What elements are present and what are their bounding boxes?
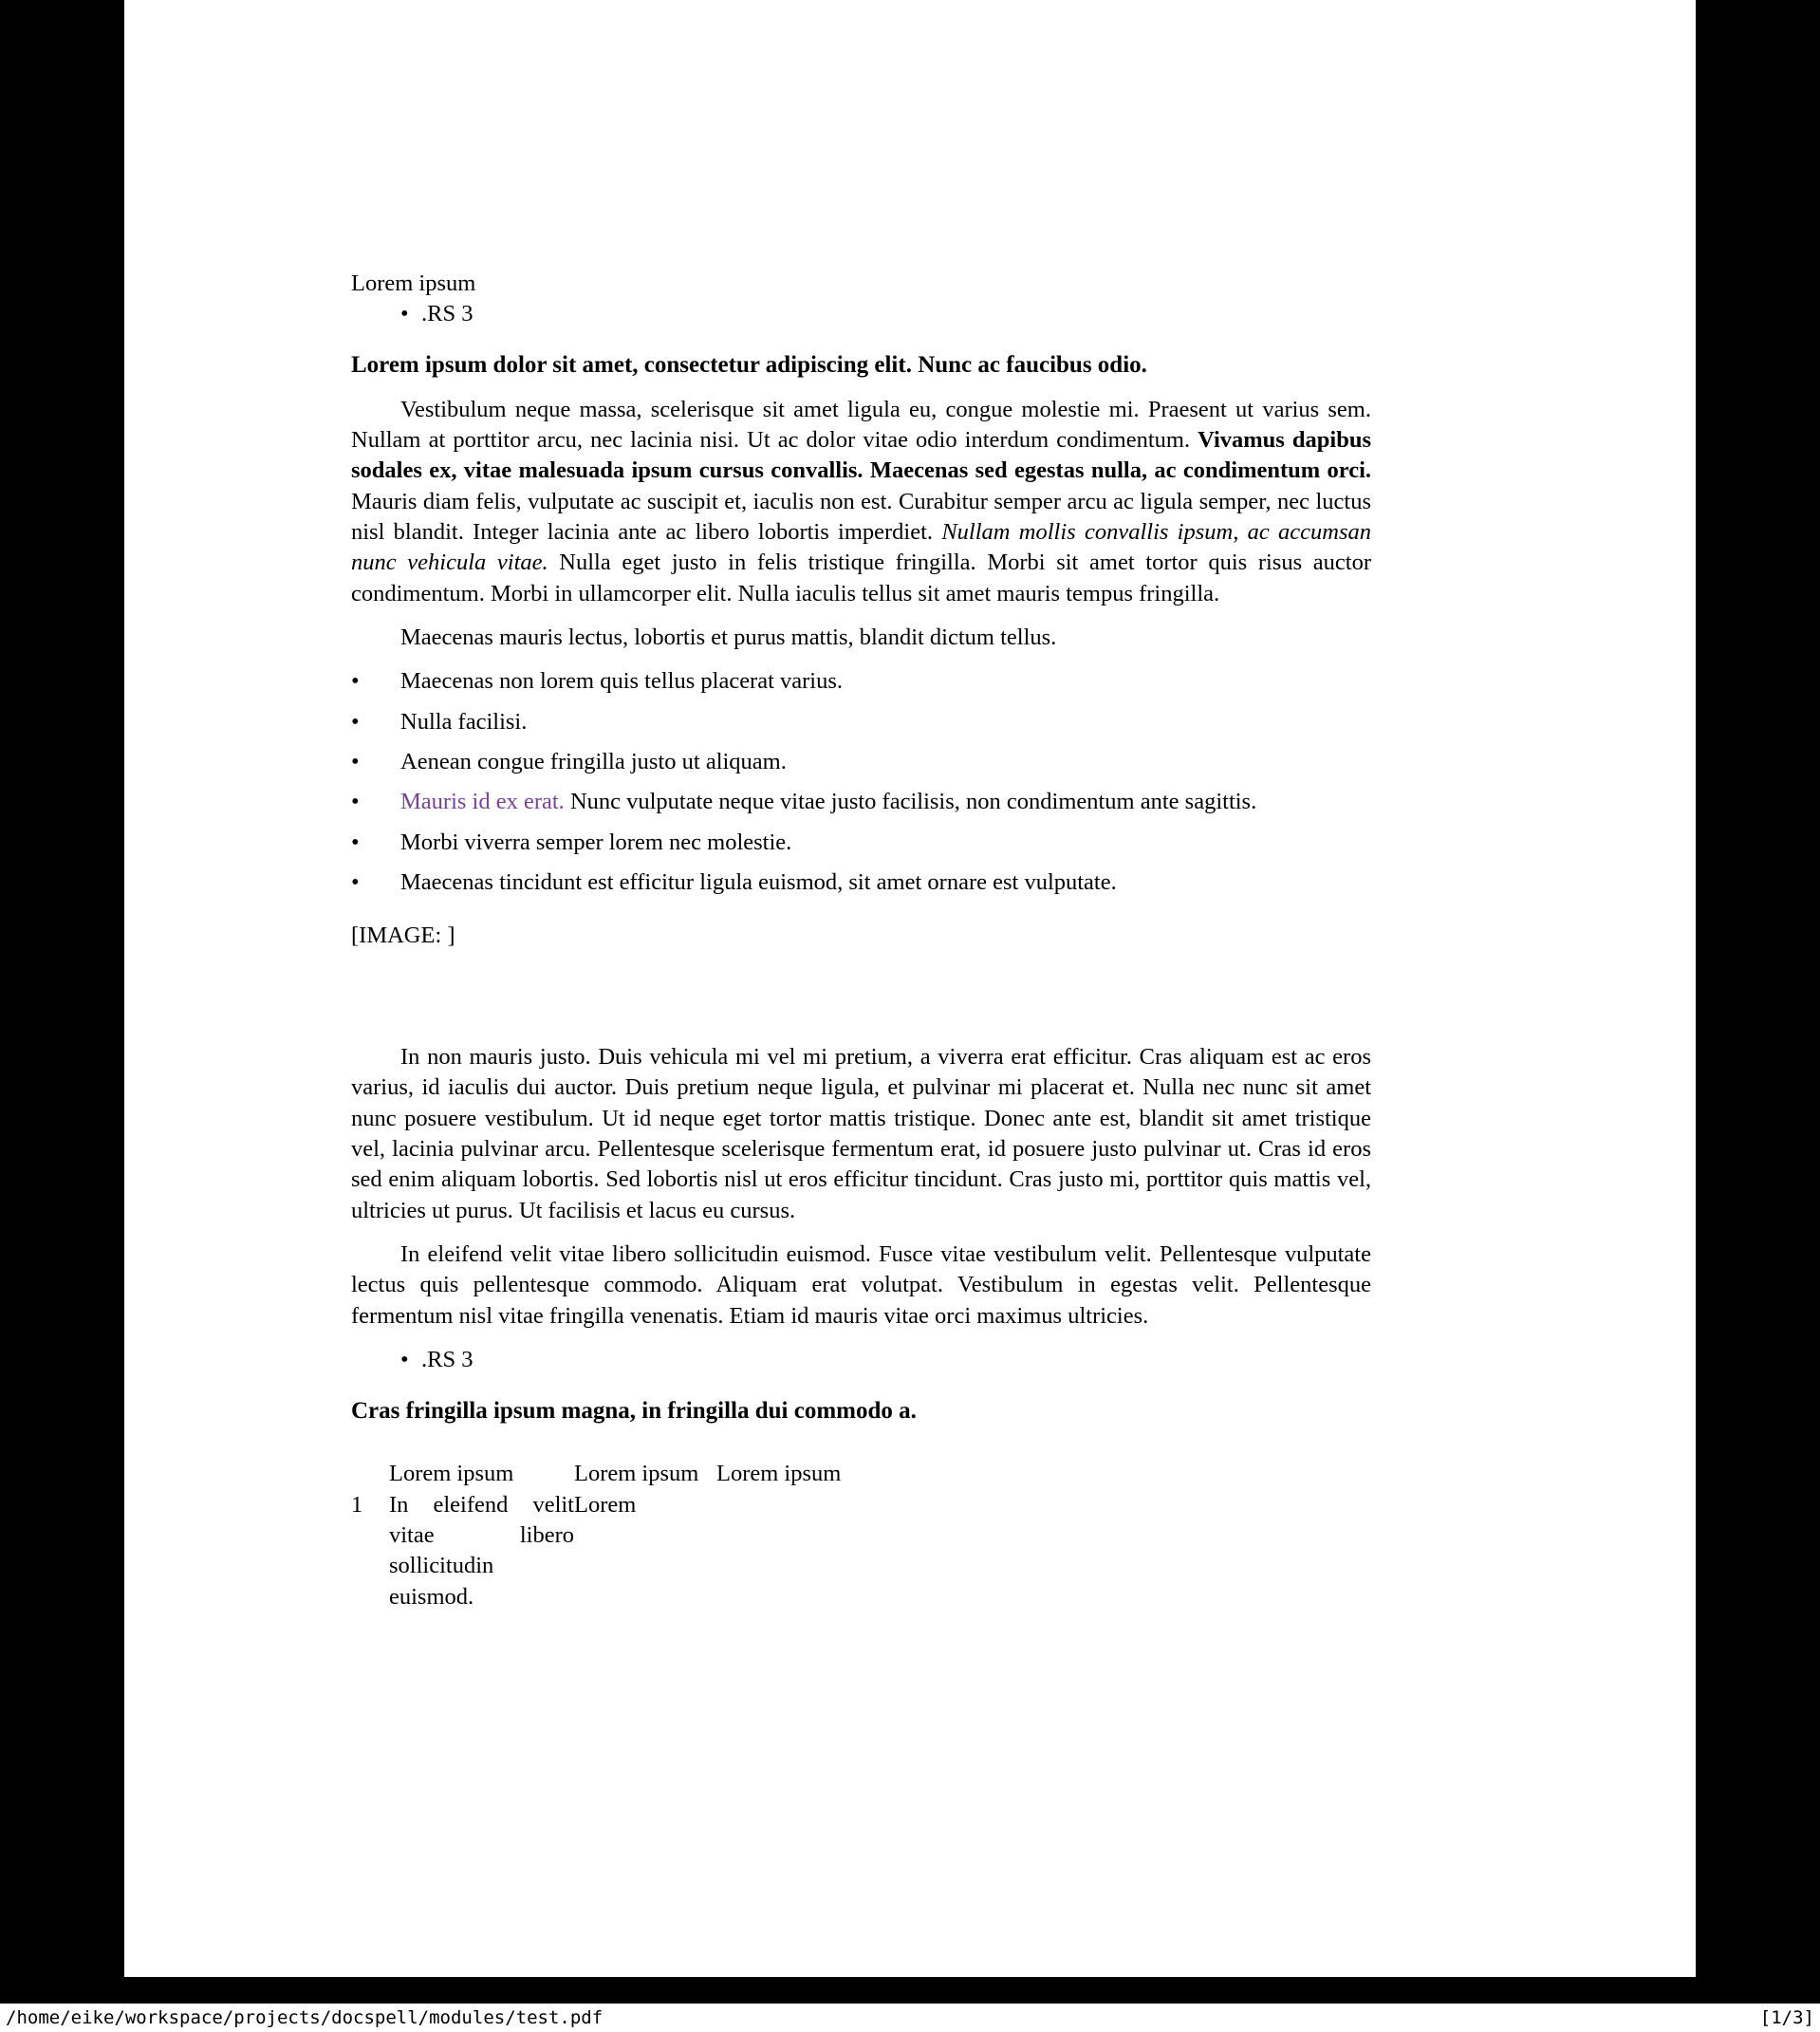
list-item	[351, 787, 1371, 817]
list-item-text: Maecenas tincidunt est efficitur ligula euismod, sit amet ornare est vulputate.	[400, 868, 1117, 895]
table-header-cell: Lorem ipsum	[574, 1461, 699, 1487]
spacer	[351, 1375, 1371, 1396]
list-item	[351, 666, 1371, 697]
paragraph-1-run-4-italic: Nullam mollis convallis ipsum, ac accumsan nunc vehicula vitae.	[351, 518, 1372, 576]
table-row	[351, 1490, 906, 1613]
rs-marker-2-text: .RS 3	[421, 1347, 474, 1373]
status-file-path: /home/eike/workspace/projects/docspell/modules/test.pdf	[6, 2007, 604, 2028]
image-placeholder: [IMAGE: ]	[351, 923, 455, 949]
paragraph-1-run-1: Vestibulum neque massa, scelerisque sit amet ligula eu, congue molestie mi. Praesent ut varius sem. Nullam at porttitor arcu, nec lacinia nisi. Ut ac dolor vitae odio interdum condimentum.	[351, 396, 1371, 453]
bullet-icon: •	[351, 829, 360, 855]
list-item-text: Maecenas non lorem quis tellus placerat varius.	[400, 668, 844, 695]
bullet-icon: •	[351, 708, 360, 735]
list-item-text: Nulla facilisi.	[400, 708, 528, 735]
status-bar	[0, 2004, 1820, 2032]
document-content	[351, 269, 1371, 1613]
image-space	[351, 951, 1371, 1042]
spacer	[351, 653, 1371, 666]
list-item-text: Aenean congue fringilla justo ut aliquam.	[400, 748, 787, 774]
bullet-icon: •	[400, 1347, 409, 1373]
spacer	[351, 1426, 1371, 1459]
table-cell: Lorem	[574, 1491, 637, 1518]
spacer	[351, 907, 1371, 921]
status-page-indicator: [1/3]	[1759, 2007, 1814, 2028]
rs-marker-1	[351, 299, 1371, 329]
table-cell-index: 1	[351, 1491, 363, 1518]
list-item	[351, 828, 1371, 858]
rs-marker-1-text: .RS 3	[421, 301, 474, 327]
bullet-icon: •	[351, 748, 360, 774]
list-item	[351, 867, 1371, 898]
paragraph-1	[351, 395, 1371, 609]
table-cell	[716, 1490, 906, 1613]
paragraph-1-run-5: Nulla eget justo in felis tristique fringilla. Morbi sit amet tortor quis risus auctor condimentum. Morbi in ullamcorper elit. Nulla iaculis tellus sit amet mauris tempus fringilla.	[351, 550, 1371, 606]
bullet-icon: •	[351, 668, 360, 695]
bullet-list	[351, 666, 1371, 898]
list-item	[351, 747, 1371, 777]
data-table	[351, 1459, 906, 1613]
section-heading-2: Cras fringilla ipsum magna, in fringilla dui commodo a.	[351, 1397, 917, 1424]
spacer	[351, 1226, 1371, 1240]
list-item-text: Morbi viverra semper lorem nec molestie.	[400, 829, 792, 855]
spacer	[351, 382, 1371, 395]
pdf-page	[124, 0, 1696, 1977]
paragraph-2: Maecenas mauris lectus, lobortis et purus mattis, blandit dictum tellus.	[400, 624, 1057, 650]
paragraph-4: In eleifend velit vitae libero sollicitudin euismod. Fusce vitae vestibulum velit. Pellentesque vulputate lectus quis pellentesque commodo. Aliquam erat volutpat. Vestibulum in egestas velit. Pellentesque fermentum nisl vitae fringilla venenatis. Etiam id mauris vitae orci maximus ultricies.	[351, 1241, 1371, 1329]
paragraph-1-run-3: Mauris diam felis, vulputate ac suscipit et, iaculis non est. Curabitur semper arcu ac ligula semper, nec luctus nisl blandit. Integer lacinia ante ac libero lobortis imperdiet.	[351, 488, 1371, 545]
spacer	[351, 1332, 1371, 1345]
paragraph-3: In non mauris justo. Duis vehicula mi vel mi pretium, a viverra erat efficitur. Cras aliquam est ac eros varius, id iaculis dui auctor. Duis pretium neque ligula, et pulvinar mi placerat et. Nulla nec nunc sit amet nunc posuere vestibulum. Ut id neque eget tortor mattis tristique. Donec ante est, blandit sit amet tristique vel, lacinia pulvinar arcu. Pellentesque scelerisque fermentum erat, id posuere justo pulvinar ut. Cras id eros sed enim aliquam lobortis. Sed lobortis nisl ut eros efficitur tincidunt. Cras justo mi, porttitor quis mattis vel, ultricies ut purus. Ut facilisis et lacus eu cursus.	[351, 1044, 1371, 1223]
paragraph-1-run-2-bold: Vivamus dapibus sodales ex, vitae malesuada ipsum cursus convallis. Maecenas sed egestas nulla, ac condimentum orci.	[351, 427, 1371, 484]
intro-label: Lorem ipsum	[351, 270, 476, 296]
rs-marker-2	[351, 1345, 1371, 1375]
table-cell: In eleifend velit vitae libero sollicitudin euismod.	[389, 1491, 574, 1610]
inline-link[interactable]: Mauris id ex erat.	[400, 789, 565, 815]
table-header-row	[351, 1459, 906, 1489]
list-item-text: Nunc vulputate neque vitae justo facilisis, non condimentum ante sagittis.	[564, 789, 1257, 815]
spacer	[351, 329, 1371, 350]
bullet-icon: •	[351, 868, 360, 895]
pdf-page-canvas	[124, 0, 1696, 1977]
list-item	[351, 707, 1371, 737]
bullet-icon: •	[351, 789, 360, 815]
table-header-cell: Lorem ipsum	[389, 1461, 514, 1487]
spacer	[351, 609, 1371, 623]
table-header-cell	[351, 1459, 389, 1489]
section-heading-1: Lorem ipsum dolor sit amet, consectetur adipiscing elit. Nunc ac faucibus odio.	[351, 352, 1147, 379]
bullet-icon: •	[400, 301, 409, 327]
table-header-cell: Lorem ipsum	[716, 1461, 842, 1487]
